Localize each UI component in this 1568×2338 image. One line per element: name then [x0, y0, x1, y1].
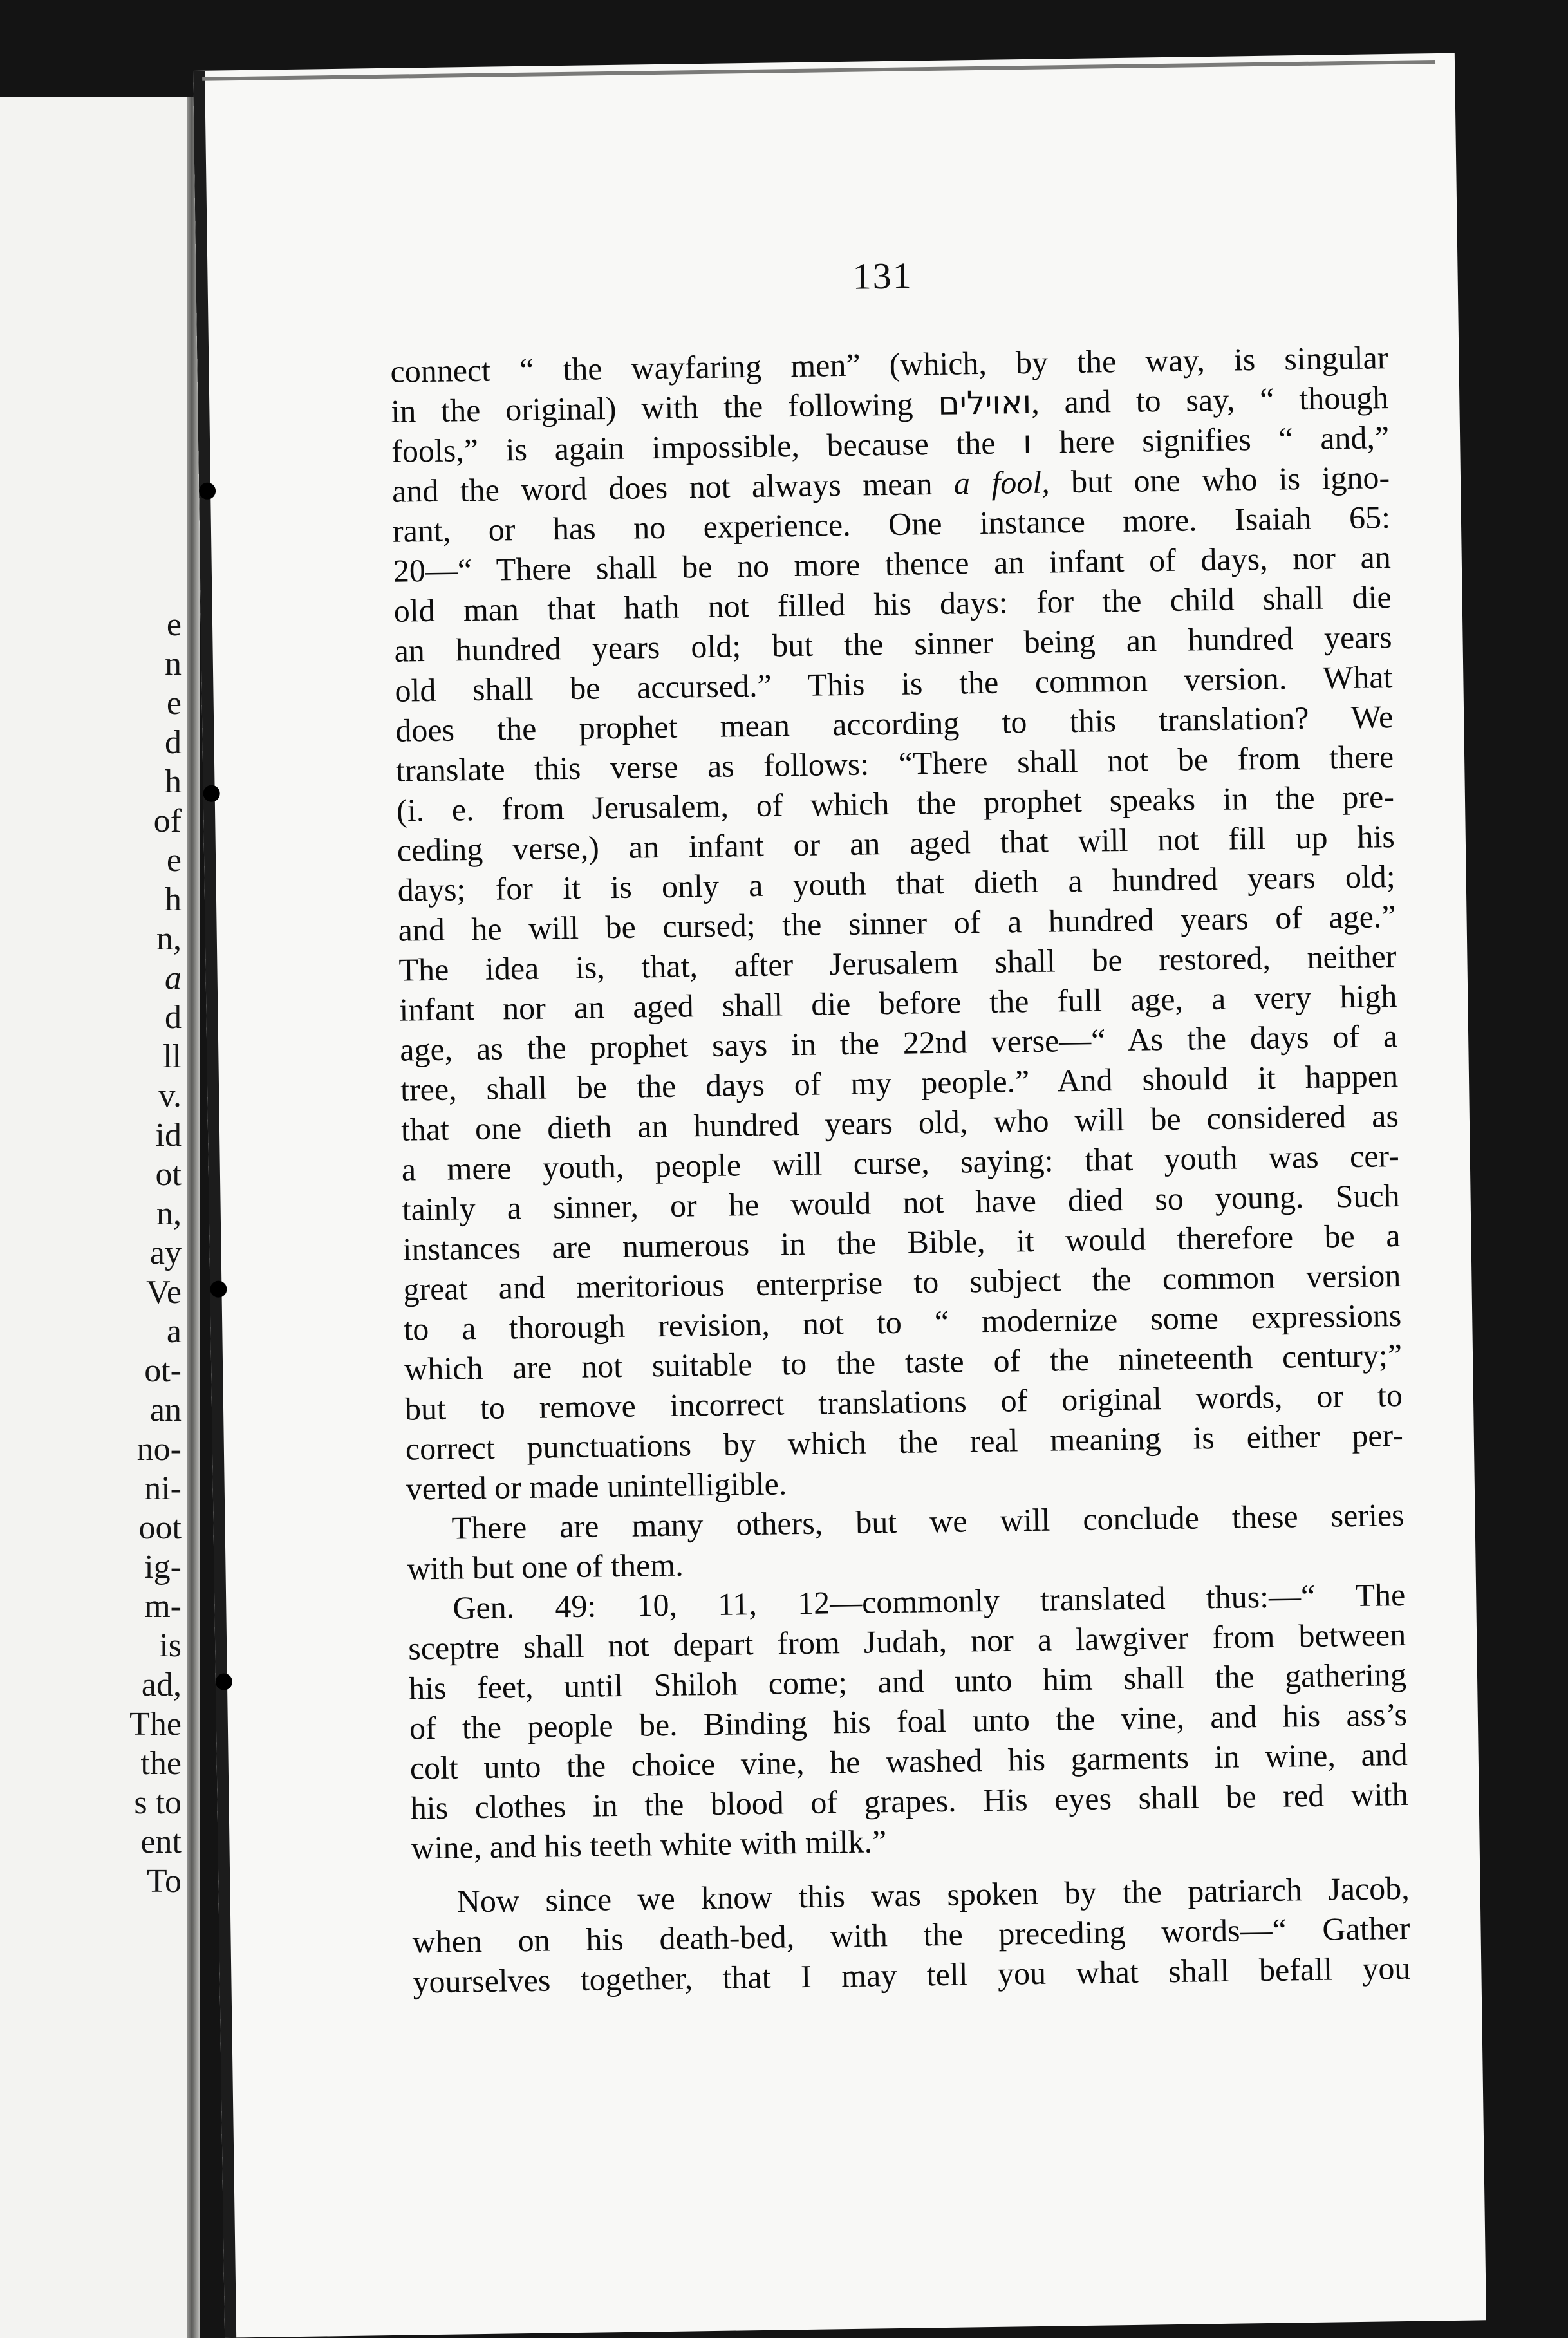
- left-page-fragment: a: [165, 960, 182, 996]
- left-page-edge: [0, 97, 187, 2338]
- text-line: verted or made unintelligible.: [406, 1465, 787, 1507]
- text-line: and the word does not always mean a fool, but one who is igno-: [391, 459, 1390, 509]
- left-page-fragment: a: [166, 1313, 182, 1350]
- text-line: does the prophet mean according to this translation? We: [395, 698, 1394, 749]
- text-line: There are many others, but we will conclude these series: [451, 1496, 1405, 1546]
- text-line: Now since we know this was spoken by the patriarch Jacob,: [456, 1869, 1410, 1920]
- left-page-fragment: Ve: [146, 1274, 182, 1311]
- left-page-fragment: To: [146, 1863, 182, 1900]
- left-page-fragment: oot: [138, 1510, 182, 1546]
- text-line: and he will be cursed; the sinner of a hundred years of age.”: [398, 898, 1396, 948]
- page-number: 131: [852, 254, 913, 297]
- text-line: 20—“ There shall be no more thence an infant of days, nor an: [393, 539, 1392, 589]
- left-page-fragment: s to: [134, 1784, 182, 1821]
- left-page-fragment: The: [129, 1706, 182, 1743]
- text-line: connect “ the wayfaring men” (which, by the way, is singular: [390, 339, 1388, 389]
- left-page-fragment: is: [159, 1627, 182, 1664]
- left-page-text-fragments: [104, 605, 182, 1901]
- text-line: age, as the prophet says in the 22nd verse—“ As the days of a: [399, 1018, 1398, 1068]
- text-line: sceptre shall not depart from Judah, nor a lawgiver from between: [407, 1616, 1406, 1667]
- text-line: infant nor an aged shall die before the full age, a very high: [399, 978, 1397, 1028]
- binding-stitch-mark: [203, 785, 219, 802]
- left-page-fragment: e: [166, 606, 182, 643]
- binding-stitch-mark: [216, 1673, 232, 1690]
- text-line: days; for it is only a youth that dieth a hundred years old;: [397, 858, 1396, 908]
- text-line: yourselves together, that I may tell you what shall befall you: [413, 1949, 1411, 2000]
- binding-stitch-mark: [210, 1280, 227, 1297]
- left-page-fragment: v.: [158, 1078, 182, 1114]
- left-page-fragment: d: [165, 999, 182, 1036]
- left-page-fragment: m-: [144, 1588, 182, 1625]
- hebrew-word: ואוילים: [938, 383, 1032, 422]
- left-page-fragment: h: [165, 763, 182, 800]
- text-line: tree, shall be the days of my people.” And should it happen: [400, 1058, 1399, 1108]
- left-page-fragment: e: [166, 842, 182, 879]
- text-line: Gen. 49: 10, 11, 12—commonly translated thus:—“ The: [452, 1576, 1406, 1626]
- left-page-fragment: no-: [136, 1431, 182, 1468]
- text-line: with but one of them.: [407, 1546, 684, 1587]
- left-page-fragment: an: [149, 1392, 182, 1428]
- left-page-fragment: n,: [156, 1195, 182, 1232]
- text-line: when on his death-bed, with the preceding words—“ Gather: [412, 1909, 1410, 1960]
- text-line: to a thorough revision, not to “ modernize some expressions: [403, 1296, 1402, 1347]
- text-line: fools,” is again impossible, because the ו here signifies “ and,”: [391, 419, 1390, 469]
- text-line: rant, or has no experience. One instance more. Isaiah 65:: [392, 499, 1391, 549]
- hebrew-letter-vav: ו: [1022, 423, 1032, 462]
- text-line: an hundred years old; but the sinner being an hundred years: [394, 619, 1392, 669]
- left-page-fragment: ll: [163, 1038, 182, 1075]
- text-line: old man that hath not filled his days: for the child shall die: [393, 579, 1392, 629]
- text-line: but to remove incorrect translations of original words, or to: [404, 1376, 1403, 1427]
- left-page-fragment: n: [165, 646, 182, 682]
- text-line: translate this verse as follows: “There shall not be from there: [395, 738, 1394, 789]
- italic-phrase: a fool,: [953, 463, 1050, 501]
- binding-stitch-mark: [199, 483, 216, 500]
- left-page-fragment: h: [165, 881, 182, 918]
- text-line: which are not suitable to the taste of the nineteenth century;”: [404, 1336, 1403, 1387]
- left-page-fragment: ni-: [144, 1470, 182, 1507]
- text-line: (i. e. from Jerusalem, of which the prophet speaks in the pre-: [396, 778, 1395, 828]
- text-line: in the original) with the following ואוילים, and to say, “ though: [391, 379, 1389, 429]
- left-page-fragment: n,: [156, 921, 182, 957]
- text-line: ceding verse,) an infant or an aged that will not fill up his: [397, 818, 1395, 868]
- left-page-fragment: the: [140, 1745, 182, 1782]
- text-line: The idea is, that, after Jerusalem shall be restored, neither: [398, 938, 1397, 988]
- left-page-fragment: ot-: [144, 1352, 182, 1389]
- text-line: his clothes in the blood of grapes. His eyes shall be red with: [410, 1775, 1408, 1826]
- left-page-fragment: id: [155, 1117, 182, 1154]
- text-line: tainly a sinner, or he would not have died so young. Such: [402, 1177, 1400, 1228]
- left-page-fragment: ig-: [144, 1549, 182, 1585]
- left-page-fragment: ad,: [141, 1667, 182, 1703]
- left-page-fragment: ot: [155, 1156, 182, 1193]
- text-line: that one dieth an hundred years old, who will be considered as: [400, 1098, 1399, 1148]
- text-line: instances are numerous in the Bible, it would therefore be a: [402, 1217, 1401, 1267]
- right-page: [193, 53, 1486, 2338]
- text-line: great and meritorious enterprise to subject the common version: [403, 1257, 1401, 1307]
- text-line: colt unto the choice vine, he washed his garments in wine, and: [409, 1735, 1408, 1786]
- text-line: of the people be. Binding his foal unto the vine, and his ass’s: [409, 1696, 1408, 1746]
- left-page-fragment: e: [166, 685, 182, 722]
- text-line: correct punctuations by which the real meaning is either per-: [405, 1416, 1404, 1467]
- body-text: [390, 337, 1411, 2001]
- left-page-fragment: of: [153, 803, 182, 839]
- left-page-fragment: ent: [140, 1824, 182, 1860]
- text-line: a mere youth, people will curse, saying: that youth was cer-: [401, 1137, 1400, 1188]
- text-line: wine, and his teeth white with milk.”: [411, 1823, 887, 1866]
- left-page-fragment: ay: [149, 1235, 182, 1271]
- page-top-rule: [202, 60, 1435, 81]
- text-line: his feet, until Shiloh come; and unto him shall the gathering: [408, 1656, 1407, 1707]
- left-page-fragment: d: [165, 724, 182, 761]
- text-line: old shall be accursed.” This is the common version. What: [395, 659, 1393, 709]
